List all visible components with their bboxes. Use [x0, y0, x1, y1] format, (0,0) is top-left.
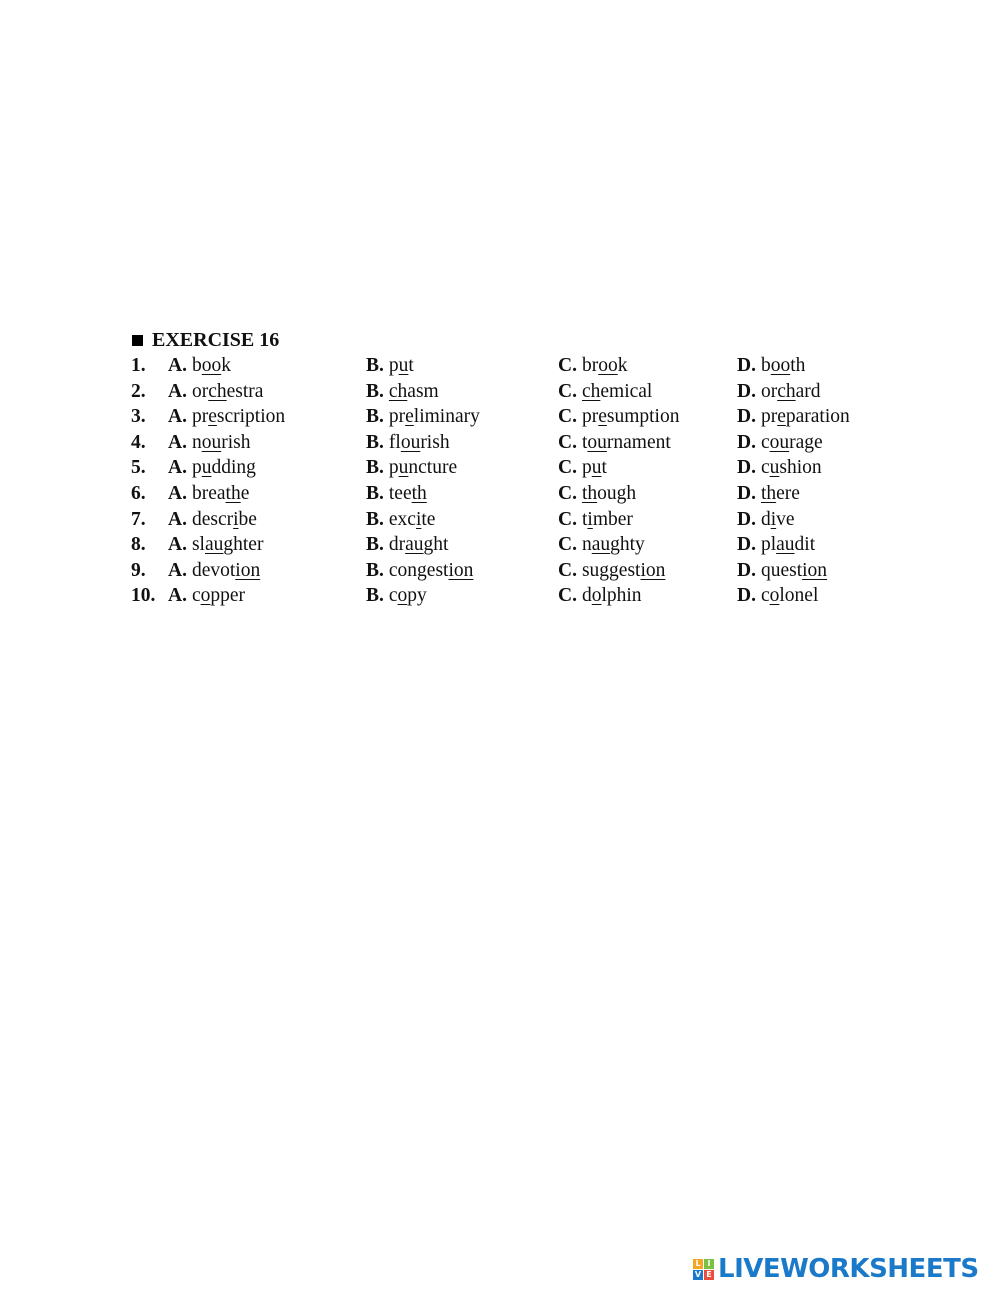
question-list	[131, 353, 891, 609]
word-prefix: fl	[388, 431, 401, 453]
underlined-sound: ou	[400, 431, 421, 453]
option-letter: A.	[168, 559, 187, 581]
option-word	[192, 585, 245, 606]
question-number: 2.	[131, 380, 146, 402]
word-suffix: ough	[597, 482, 637, 504]
option-word	[389, 509, 436, 530]
word-prefix: suggest	[581, 559, 641, 581]
option-letter: C.	[558, 406, 577, 428]
option-a	[168, 404, 285, 430]
option-word	[582, 509, 633, 530]
option-letter: A.	[168, 431, 187, 453]
black-square-icon	[132, 335, 143, 346]
option-letter: B.	[366, 559, 384, 581]
option-letter: D.	[737, 534, 756, 556]
word-suffix: rish	[420, 431, 450, 453]
question-row	[131, 379, 891, 405]
option-letter: D.	[737, 482, 756, 504]
option-word	[761, 457, 822, 478]
option-word	[582, 457, 607, 478]
question-number: 10.	[131, 585, 156, 607]
word-prefix: c	[191, 585, 201, 607]
option-word	[761, 432, 823, 453]
option-word	[192, 534, 264, 555]
underlined-sound: ch	[388, 380, 408, 402]
word-suffix: shion	[779, 457, 822, 479]
option-word	[582, 406, 680, 427]
underlined-sound: e	[598, 406, 607, 428]
word-prefix: brea	[191, 482, 226, 504]
option-word	[389, 381, 439, 402]
logo-mark-icon	[693, 1259, 714, 1280]
word-suffix: th	[790, 355, 806, 376]
word-suffix: rnament	[606, 431, 671, 453]
underlined-sound: th	[411, 482, 427, 504]
option-letter: B.	[366, 431, 384, 453]
option-word	[761, 534, 815, 555]
underlined-sound: e	[208, 406, 217, 428]
question-number: 8.	[131, 534, 146, 556]
option-d	[737, 532, 815, 558]
underlined-sound: oo	[201, 355, 222, 376]
option-word	[192, 560, 260, 581]
word-prefix: p	[191, 457, 202, 479]
word-suffix: t	[408, 355, 414, 376]
option-a	[168, 532, 263, 558]
option-letter: C.	[558, 508, 577, 530]
option-word	[389, 406, 480, 427]
word-prefix: b	[191, 355, 202, 376]
option-letter: B.	[366, 380, 384, 402]
underlined-sound: oo	[598, 355, 618, 376]
option-b	[366, 583, 427, 609]
word-prefix: t	[581, 431, 588, 453]
option-d	[737, 404, 850, 430]
word-suffix: py	[407, 585, 427, 607]
question-row	[131, 481, 891, 507]
word-suffix: t	[601, 457, 607, 479]
word-suffix: lonel	[779, 585, 819, 607]
word-prefix: c	[388, 585, 398, 607]
question-number: 6.	[131, 482, 146, 504]
underlined-sound: u	[591, 457, 602, 479]
option-c	[558, 455, 607, 481]
option-b	[366, 455, 457, 481]
question-number: 5.	[131, 457, 146, 479]
word-suffix: mber	[592, 508, 633, 530]
option-letter: A.	[168, 508, 187, 530]
option-letter: C.	[558, 482, 577, 504]
option-word	[761, 585, 818, 606]
option-a	[168, 481, 249, 507]
word-prefix: p	[388, 355, 399, 376]
option-word	[582, 432, 671, 453]
liveworksheets-logo	[693, 1254, 979, 1284]
question-number: 9.	[131, 559, 146, 581]
question-row	[131, 532, 891, 558]
option-word	[761, 355, 805, 376]
word-prefix: pl	[760, 534, 777, 556]
option-word	[389, 560, 474, 581]
word-suffix: paration	[785, 406, 850, 428]
option-a	[168, 455, 256, 481]
word-prefix: congest	[388, 559, 449, 581]
option-b	[366, 353, 414, 379]
word-prefix: d	[581, 585, 592, 607]
word-prefix: devot	[191, 559, 236, 581]
exercise-heading	[131, 327, 891, 353]
underlined-sound: o	[591, 585, 602, 607]
underlined-sound: ch	[777, 380, 796, 402]
option-a	[168, 558, 260, 584]
word-prefix: p	[388, 457, 399, 479]
option-b	[366, 558, 473, 584]
option-letter: B.	[366, 457, 384, 479]
logo-mark-tile: E	[704, 1270, 714, 1280]
option-c	[558, 507, 633, 533]
word-prefix: or	[191, 380, 209, 402]
option-letter: C.	[558, 585, 577, 607]
question-row	[131, 583, 891, 609]
option-letter: C.	[558, 559, 577, 581]
option-word	[389, 534, 449, 555]
word-suffix: asm	[407, 380, 439, 402]
option-word	[582, 381, 652, 402]
word-suffix: te	[421, 508, 436, 530]
word-suffix: ncture	[408, 457, 458, 479]
option-d	[737, 430, 823, 456]
option-b	[366, 404, 480, 430]
underlined-sound: au	[405, 534, 424, 556]
option-d	[737, 558, 827, 584]
option-d	[737, 353, 805, 379]
underlined-sound: u	[769, 457, 780, 479]
underlined-sound: oo	[770, 355, 791, 376]
option-letter: B.	[366, 534, 384, 556]
logo-mark-tile: L	[693, 1259, 703, 1269]
word-suffix: e	[240, 482, 250, 504]
underlined-sound: ch	[208, 380, 227, 402]
question-number: 4.	[131, 431, 146, 453]
underlined-sound: au	[204, 534, 224, 556]
option-d	[737, 583, 818, 609]
option-letter: D.	[737, 559, 756, 581]
logo-mark-tile: V	[694, 1269, 702, 1279]
option-letter: B.	[366, 508, 384, 530]
option-b	[366, 481, 427, 507]
word-suffix: ere	[776, 482, 800, 504]
option-letter: B.	[366, 482, 384, 504]
option-letter: D.	[737, 406, 756, 428]
option-c	[558, 583, 642, 609]
underlined-sound: ou	[769, 431, 790, 453]
option-word	[761, 509, 795, 530]
option-a	[168, 353, 231, 379]
option-word	[761, 483, 800, 504]
option-word	[192, 381, 263, 402]
underlined-sound: o	[200, 585, 211, 607]
option-letter: D.	[737, 431, 756, 453]
question-row	[131, 404, 891, 430]
logo-text: LIVEWORKSHEETS	[718, 1254, 979, 1284]
word-suffix: k	[617, 355, 628, 376]
underlined-sound: ion	[448, 559, 474, 581]
word-suffix: k	[221, 355, 231, 376]
word-prefix: n	[191, 431, 202, 453]
option-word	[389, 432, 450, 453]
option-letter: A.	[168, 482, 187, 504]
option-a	[168, 583, 245, 609]
word-suffix: rage	[789, 431, 823, 453]
option-word	[192, 432, 251, 453]
option-word	[582, 585, 642, 606]
underlined-sound: th	[581, 482, 598, 504]
word-suffix: liminary	[413, 406, 480, 428]
word-suffix: dit	[794, 534, 816, 556]
underlined-sound: u	[398, 355, 409, 376]
option-letter: A.	[168, 406, 187, 428]
word-suffix: estra	[226, 380, 264, 402]
question-number: 7.	[131, 508, 146, 530]
question-row	[131, 455, 891, 481]
word-suffix: ght	[423, 534, 449, 556]
option-word	[582, 355, 628, 376]
option-c	[558, 481, 636, 507]
option-d	[737, 379, 821, 405]
option-b	[366, 430, 450, 456]
option-word	[192, 509, 257, 530]
underlined-sound: th	[760, 482, 777, 504]
logo-mark-tile: I	[704, 1259, 714, 1269]
option-word	[192, 483, 249, 504]
word-suffix: pper	[210, 585, 246, 607]
word-prefix: exc	[388, 508, 416, 530]
option-letter: A.	[168, 457, 187, 479]
question-row	[131, 353, 891, 379]
underlined-sound: ion	[802, 559, 828, 581]
word-prefix: p	[581, 457, 592, 479]
underlined-sound: ou	[587, 431, 607, 453]
option-word	[389, 457, 457, 478]
underlined-sound: u	[398, 457, 409, 479]
option-a	[168, 507, 257, 533]
option-word	[389, 585, 427, 606]
word-suffix: sumption	[606, 406, 680, 428]
option-word	[192, 355, 231, 376]
word-prefix: c	[760, 431, 770, 453]
word-prefix: descr	[191, 508, 234, 530]
option-word	[192, 457, 256, 478]
option-c	[558, 379, 652, 405]
option-letter: D.	[737, 457, 756, 479]
underlined-sound: o	[397, 585, 408, 607]
option-c	[558, 404, 679, 430]
underlined-sound: ion	[235, 559, 261, 581]
underlined-sound: ch	[581, 380, 601, 402]
question-number: 3.	[131, 406, 146, 428]
option-b	[366, 507, 435, 533]
underlined-sound: i	[233, 508, 239, 530]
word-suffix: dding	[211, 457, 256, 479]
word-prefix: dr	[388, 534, 406, 556]
underlined-sound: i	[770, 508, 777, 530]
exercise-title: EXERCISE 16	[152, 329, 280, 351]
option-letter: D.	[737, 380, 756, 402]
word-prefix: tee	[388, 482, 412, 504]
underlined-sound: e	[777, 406, 786, 428]
option-word	[761, 406, 850, 427]
underlined-sound: au	[776, 534, 795, 556]
option-letter: A.	[168, 585, 187, 607]
underlined-sound: o	[769, 585, 780, 607]
word-prefix: pr	[191, 406, 209, 428]
underlined-sound: ion	[640, 559, 666, 581]
word-prefix: pr	[388, 406, 406, 428]
option-d	[737, 455, 822, 481]
option-letter: C.	[558, 431, 577, 453]
word-prefix: n	[581, 534, 592, 556]
option-word	[389, 483, 427, 504]
option-c	[558, 558, 665, 584]
word-suffix: lphin	[601, 585, 642, 607]
underlined-sound: th	[225, 482, 241, 504]
option-c	[558, 532, 645, 558]
option-word	[389, 355, 414, 376]
word-prefix: pr	[581, 406, 599, 428]
option-word	[582, 534, 645, 555]
option-letter: B.	[366, 406, 384, 428]
question-row	[131, 558, 891, 584]
option-word	[761, 560, 827, 581]
option-a	[168, 379, 263, 405]
underlined-sound: i	[415, 508, 422, 530]
word-prefix: b	[760, 355, 771, 376]
option-word	[582, 483, 636, 504]
option-letter: A.	[168, 534, 187, 556]
word-suffix: be	[238, 508, 257, 530]
exercise-block	[131, 327, 891, 609]
underlined-sound: e	[405, 406, 414, 428]
word-suffix: ghty	[610, 534, 645, 556]
option-letter: C.	[558, 534, 577, 556]
option-c	[558, 430, 671, 456]
option-letter: D.	[737, 355, 756, 376]
underlined-sound: ou	[201, 431, 222, 453]
option-a	[168, 430, 250, 456]
option-c	[558, 353, 627, 379]
option-letter: C.	[558, 457, 577, 479]
underlined-sound: au	[591, 534, 611, 556]
word-prefix: c	[760, 585, 770, 607]
word-prefix: quest	[760, 559, 803, 581]
option-b	[366, 532, 448, 558]
option-d	[737, 507, 795, 533]
option-letter: B.	[366, 585, 384, 607]
word-suffix: scription	[216, 406, 286, 428]
word-prefix: sl	[191, 534, 205, 556]
word-prefix: t	[581, 508, 588, 530]
question-row	[131, 430, 891, 456]
word-suffix: ghter	[223, 534, 264, 556]
word-suffix: rish	[221, 431, 251, 453]
word-prefix: br	[581, 355, 599, 376]
option-letter: A.	[168, 355, 187, 376]
word-prefix: pr	[760, 406, 778, 428]
option-letter: B.	[366, 355, 384, 376]
option-letter: D.	[737, 508, 756, 530]
option-letter: C.	[558, 355, 577, 376]
word-suffix: ard	[795, 380, 821, 402]
question-row	[131, 507, 891, 533]
word-prefix: or	[760, 380, 778, 402]
word-prefix: c	[760, 457, 770, 479]
word-suffix: ve	[776, 508, 795, 530]
underlined-sound: i	[587, 508, 593, 530]
option-d	[737, 481, 800, 507]
underlined-sound: u	[201, 457, 212, 479]
option-word	[582, 560, 665, 581]
option-word	[192, 406, 285, 427]
word-prefix: d	[760, 508, 771, 530]
option-letter: A.	[168, 380, 187, 402]
word-suffix: emical	[600, 380, 653, 402]
question-number: 1.	[131, 355, 146, 376]
option-b	[366, 379, 439, 405]
option-letter: D.	[737, 585, 756, 607]
option-letter: C.	[558, 380, 577, 402]
option-word	[761, 381, 821, 402]
